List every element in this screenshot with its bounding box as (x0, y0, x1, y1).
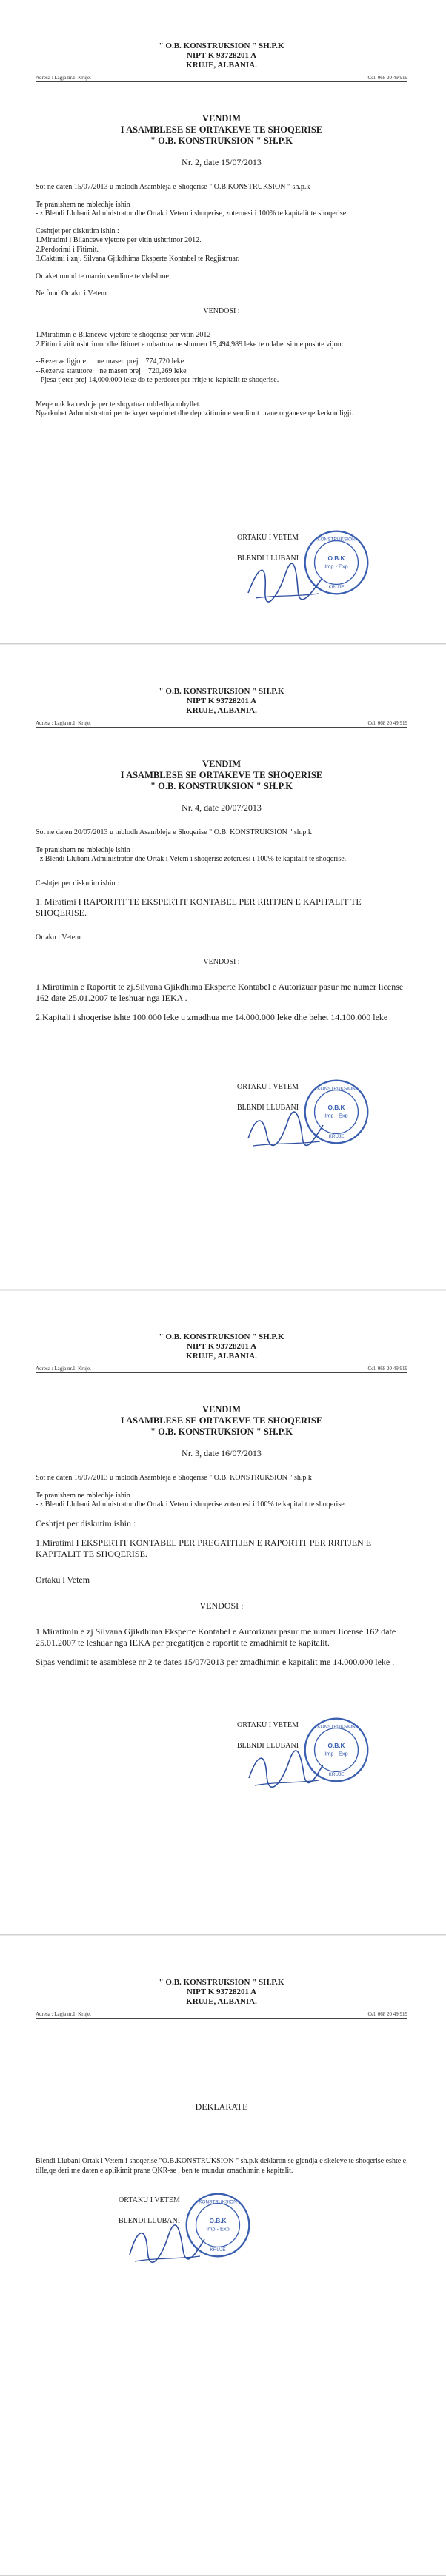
company-nipt: NIPT K 93728201 A (186, 1342, 257, 1351)
reserve-item: --Pjesa tjeter prej 14,000,000 leke do te perdoret per rritje te kapitalit te shoqerise. (36, 376, 279, 384)
decision-item: 2.Kapitali i shoqerise ishte 100.000 leke u zmadhua me 14.000.000 leke dhe behet 14.100.000 leke (36, 1012, 388, 1022)
document-title: DEKLARATE (195, 2102, 248, 2112)
signatory-name: BLENDI LLUBANI (237, 1104, 299, 1112)
signatory-role: ORTAKU I VETEM (237, 534, 299, 542)
decided-heading: VENDOSI : (203, 306, 240, 315)
declaration-body: Blendi Llubani Ortak i Vetem i shoqerise "O.B.KONSTRUKSION " sh.p.k deklaron se gjendja e skeleve te shoqerise eshte e tille,qe deri me daten e aplikimit prane QKR-se , ben te mundur zmadhimin e kapitalit. (36, 2157, 407, 2175)
title-line: I ASAMBLESE SE ORTAKEVE TE SHOQERISE (120, 770, 323, 780)
present-line: - z.Blendi Llubani Administrator dhe Ortak i Vetem i shoqerise zoteruesi i 100% te kapitalit te shoqerise. (36, 855, 347, 863)
decision-item: 1.Miratimin e Raportit te zj.Silvana Gjikdhima Eksperte Kontabel e Autorizuar pasur me numer license 162 date 25.01.2007 te leshuar nga IEKA . (36, 982, 404, 1003)
svg-text:O.B.K: O.B.K (327, 1743, 345, 1750)
company-phone: Cel. 068 20 49 919 (367, 75, 407, 81)
signature-block (119, 2196, 289, 2284)
company-address: Adresa : Lagja nr.1, Kruje. (36, 2011, 91, 2017)
title-line: " O.B. KONSTRUKSION " SH.P.K (150, 781, 293, 791)
svg-text:Imp - Exp: Imp - Exp (324, 1750, 348, 1757)
reserve-item: --Rezerve ligjore ne masen prej 774,720 leke (36, 358, 184, 366)
company-city: KRUJE, ALBANIA. (186, 706, 257, 715)
company-header (36, 645, 407, 716)
note-text: Ortaku i Vetem (36, 1574, 90, 1585)
decision-item: Sipas vendimit te asamblese nr 2 te dates 15/07/2013 per zmadhimin e kapitalit me 14.000.000 leke . (36, 1656, 395, 1667)
svg-text:KONSTRUKSION: KONSTRUKSION (317, 1086, 356, 1092)
company-address: Adresa : Lagja nr.1, Kruje. (36, 75, 91, 81)
company-header (36, 0, 407, 70)
title-line: I ASAMBLESE SE ORTAKEVE TE SHOQERISE (120, 124, 323, 135)
svg-text:O.B.K: O.B.K (327, 555, 345, 563)
title-line: VENDIM (202, 113, 242, 124)
company-name: " O.B. KONSTRUKSION " SH.P.K (159, 41, 284, 50)
decision-item: 2.Fitim i vitit ushtrimor dhe fitimet e mbartura ne shumen 15,494,989 leke te ndahet si me poshte vijon: (36, 340, 344, 349)
title-line: I ASAMBLESE SE ORTAKEVE TE SHOQERISE (120, 1415, 323, 1426)
signature-block (237, 533, 407, 622)
svg-text:KRUJE: KRUJE (328, 584, 345, 590)
company-city: KRUJE, ALBANIA. (186, 1997, 257, 2006)
address-bar (36, 2011, 407, 2019)
note-text: Ortaket mund te marrin vendime te vlefshme. (36, 272, 171, 281)
reserve-item: --Rezerva statutore ne masen prej 720,269 leke (36, 366, 187, 375)
title-line: VENDIM (202, 1404, 242, 1415)
intro-text: Sot ne daten 15/07/2013 u mblodh Asambleja e Shoqerise " O.B.KONSTRUKSION " sh.p.k (36, 183, 310, 191)
svg-text:Imp - Exp: Imp - Exp (206, 2225, 230, 2233)
decided-heading: VENDOSI : (199, 1600, 244, 1611)
company-phone: Cel. 068 20 49 919 (367, 720, 407, 726)
agenda-item: 1. Miratimi I RAPORTIT TE EKSPERTIT KONTABEL PER RRITJEN E KAPITALIT TE SHOQERISE. (36, 896, 362, 918)
address-bar (36, 75, 407, 82)
document-number: Nr. 3, date 16/07/2013 (182, 1448, 262, 1458)
signature-icon (244, 560, 326, 604)
svg-text:KONSTRUKSION: KONSTRUKSION (317, 537, 356, 543)
agenda-item: 1.Miratimi I EKSPERTIT KONTABEL PER PREGATITJEN E RAPORTIT PER RRITJEN E KAPITALIT TE SHOQERISE. (36, 1537, 372, 1559)
note-text: Ortaku i Vetem (36, 933, 81, 942)
svg-text:KRUJE: KRUJE (328, 1133, 345, 1139)
present-heading: Te pranishem ne mbledhje ishin : (36, 845, 134, 854)
address-bar (36, 1366, 407, 1373)
agenda-heading: Ceshtjet per diskutim ishin : (36, 1517, 136, 1529)
signature-block (237, 1082, 407, 1171)
company-address: Adresa : Lagja nr.1, Kruje. (36, 1366, 91, 1372)
svg-text:O.B.K: O.B.K (209, 2218, 227, 2225)
present-line: - z.Blendi Llubani Administrator dhe Ortak i Vetem i shoqerise zoteruesi i 100% te kapitalit te shoqerise. (36, 1500, 347, 1509)
signature-icon (244, 1747, 326, 1791)
closing-text: Meqe nuk ka ceshtje per te shqyrtuar mbledhja mbyllet. (36, 400, 201, 409)
signatory-name: BLENDI LLUBANI (237, 554, 299, 563)
decided-heading: VENDOSI : (203, 957, 240, 966)
svg-text:KRUJE: KRUJE (328, 1771, 345, 1777)
document-page-4 (0, 1936, 446, 2576)
closing-text: Ngarkohet Administratori per te kryer veprimet dhe depozitimin e vendimit prane organeve qe kerkon ligji. (36, 409, 353, 417)
agenda-heading: Ceshtjet per diskutim ishin : (36, 227, 119, 235)
company-name: " O.B. KONSTRUKSION " SH.P.K (159, 1332, 284, 1341)
signatory-role: ORTAKU I VETEM (119, 2196, 180, 2204)
signature-icon (126, 2222, 207, 2267)
svg-text:Imp - Exp: Imp - Exp (324, 563, 348, 570)
company-header (36, 1936, 407, 2007)
document-title (36, 1404, 407, 1438)
company-city: KRUJE, ALBANIA. (186, 1352, 257, 1361)
agenda-item: 2.Perdorimi i Fitimit. (36, 245, 99, 254)
company-phone: Cel. 068 20 49 919 (367, 2011, 407, 2017)
agenda-heading: Ceshtjet per diskutim ishin : (36, 879, 119, 888)
document-number: Nr. 2, date 15/07/2013 (182, 157, 262, 167)
decision-item: 1.Miratimin e zj Silvana Gjikdhima Eksperte Kontabel e Autorizuar pasur me numer license 162 date 25.01.2007 te leshuar nga IEKA per pregatitjen e raportit te zmadhimit te kapitalit. (36, 1626, 396, 1648)
title-line: " O.B. KONSTRUKSION " SH.P.K (150, 135, 293, 146)
present-line: - z.Blendi Llubani Administrator dhe Ortak i Vetem i shoqerise, zoteruesi i 100% te kapitalit te shoqerise (36, 209, 347, 218)
signatory-name: BLENDI LLUBANI (237, 1742, 299, 1750)
company-nipt: NIPT K 93728201 A (186, 51, 257, 60)
company-city: KRUJE, ALBANIA. (186, 61, 257, 70)
document-page-3 (0, 1291, 446, 1935)
intro-text: Sot ne daten 20/07/2013 u mblodh Asambleja e Shoqerise " O.B. KONSTRUKSION " sh.p.k (36, 828, 312, 836)
svg-text:KONSTRUKSION: KONSTRUKSION (199, 2199, 237, 2205)
company-phone: Cel. 068 20 49 919 (367, 1366, 407, 1372)
present-heading: Te pranishem ne mbledhje ishin : (36, 200, 134, 209)
company-address: Adresa : Lagja nr.1, Kruje. (36, 720, 91, 726)
document-title (36, 759, 407, 792)
decision-item: 1.Miratimin e Bilanceve vjetore te shoqerise per vitin 2012 (36, 331, 211, 339)
agenda-item: 3.Caktimi i znj. Silvana Gjikdhima Eksperte Kontabel te Regjistruar. (36, 255, 240, 263)
title-line: VENDIM (202, 759, 242, 769)
company-header (36, 1291, 407, 1361)
svg-text:Imp - Exp: Imp - Exp (324, 1112, 348, 1119)
address-bar (36, 720, 407, 728)
agenda-item: 1.Miratimi i Bilanceve vjetore per vitin ushtrimor 2012. (36, 236, 202, 244)
present-heading: Te pranishem ne mbledhje ishin : (36, 1491, 134, 1500)
signatory-role: ORTAKU I VETEM (237, 1721, 299, 1729)
title-line: " O.B. KONSTRUKSION " SH.P.K (150, 1426, 293, 1437)
svg-text:KONSTRUKSION: KONSTRUKSION (317, 1724, 356, 1730)
company-name: " O.B. KONSTRUKSION " SH.P.K (159, 1978, 284, 1987)
signatory-name: BLENDI LLUBANI (119, 2217, 181, 2225)
company-nipt: NIPT K 93728201 A (186, 697, 257, 705)
signature-block (237, 1720, 407, 1809)
signatory-role: ORTAKU I VETEM (237, 1083, 299, 1091)
document-title (36, 113, 407, 147)
svg-text:KRUJE: KRUJE (210, 2247, 226, 2253)
intro-text: Sot ne daten 16/07/2013 u mblodh Asambleja e Shoqerise " O.B. KONSTRUKSION " sh.p.k (36, 1474, 312, 1482)
company-name: " O.B. KONSTRUKSION " SH.P.K (159, 687, 284, 696)
note-text: Ne fund Ortaku i Vetem (36, 289, 107, 298)
signature-icon (244, 1109, 326, 1153)
document-page-2 (0, 645, 446, 1289)
document-number: Nr. 4, date 20/07/2013 (182, 802, 262, 813)
document-page-1 (0, 0, 446, 644)
svg-text:O.B.K: O.B.K (327, 1104, 345, 1112)
company-nipt: NIPT K 93728201 A (186, 1988, 257, 1996)
